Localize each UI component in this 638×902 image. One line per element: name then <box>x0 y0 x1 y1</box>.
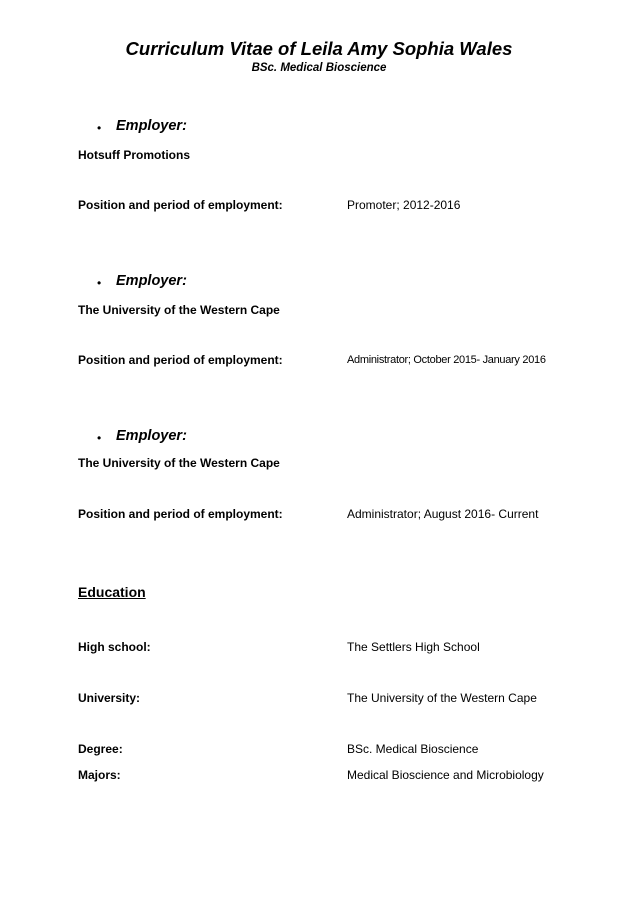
majors-label: Majors: <box>78 768 121 782</box>
employer-name: The University of the Western Cape <box>78 303 280 317</box>
employer-name: Hotsuff Promotions <box>78 148 190 162</box>
bullet-icon: • <box>97 121 102 135</box>
employer-heading: Employer: <box>116 273 187 289</box>
position-label: Position and period of employment: <box>78 507 283 521</box>
document-subtitle: BSc. Medical Bioscience <box>251 62 387 74</box>
university-value: The University of the Western Cape <box>347 691 537 705</box>
position-value: Administrator; August 2016- Current <box>347 507 539 521</box>
position-label: Position and period of employment: <box>78 198 283 212</box>
bullet-icon: • <box>97 276 102 290</box>
position-value: Promoter; 2012-2016 <box>347 198 461 212</box>
high-school-label: High school: <box>78 640 151 654</box>
employer-heading: Employer: <box>116 428 187 444</box>
position-value: Administrator; October 2015- January 2016 <box>347 354 546 366</box>
degree-label: Degree: <box>78 742 123 756</box>
university-label: University: <box>78 691 141 705</box>
degree-value: BSc. Medical Bioscience <box>347 742 479 756</box>
document-title: Curriculum Vitae of Leila Amy Sophia Wales <box>125 38 513 59</box>
education-heading: Education <box>78 584 146 600</box>
position-label: Position and period of employment: <box>78 353 283 367</box>
employer-heading: Employer: <box>116 118 187 134</box>
bullet-icon: • <box>97 431 102 445</box>
high-school-value: The Settlers High School <box>347 640 480 654</box>
majors-value: Medical Bioscience and Microbiology <box>347 768 544 782</box>
employer-name: The University of the Western Cape <box>78 456 280 470</box>
